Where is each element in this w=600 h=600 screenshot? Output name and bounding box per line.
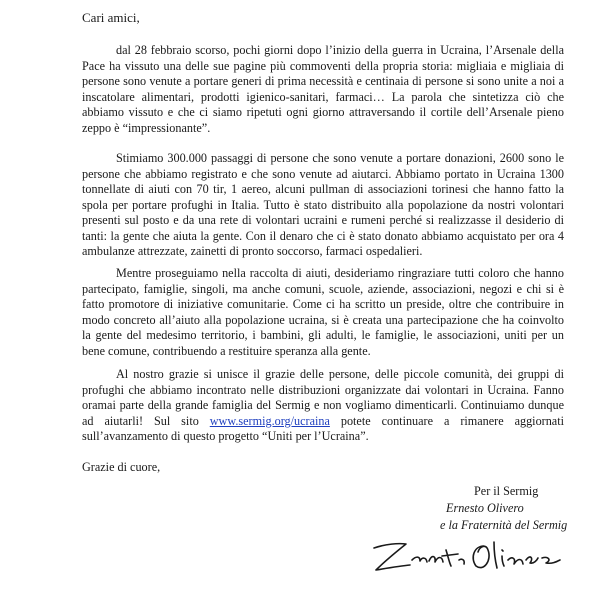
letter-paragraph-3: Mentre proseguiamo nella raccolta di aiuti, desideriamo ringraziare tutti coloro che hanno partecipato, famiglie, singoli, ma anche comuni, scuole, aziende, associazioni, negozi e chi si è fatto promotore di iniziative comunitarie. Come ci ha scritto un preside, oltre che contribuire in modo concreto all’aiuto alla popolazione ucraina, si è creata una partecipazione che ha coinvolto la gente del medesimo territorio, i bambini, gli adulti, le famiglie, le associazioni, uniti per un bene comune, contribuendo a restituire speranza alla gente. [82, 266, 564, 358]
paragraph-4-text-after-link: potete continuare a rimanere aggiornati sull’avanzamento di questo progetto “Uniti per l’Ucraina”. [82, 413, 564, 443]
signature-name-line: Ernesto Olivero [446, 501, 524, 515]
letter-paragraph-1: dal 28 febbraio scorso, pochi giorni dopo l’inizio della guerra in Ucraina, l’Arsenale della Pace ha vissuto una delle sue pagine più commoventi della propria storia: migliaia e migliaia di persone sono venute a portare generi di prima necessità e centinaia di persone si sono unite a noi a inscatolare alimentari, prodotti igienico-sanitari, farmaci… La parola che sintetizza ciò che abbiamo vissuto e che ci siamo ripetuti ogni giorno attraversando il cortile dell’Arsenale pieno zeppo è “impressionante”. [82, 43, 564, 135]
letter-salutation: Cari amici, [82, 10, 140, 25]
sermig-ucraina-link[interactable]: www.sermig.org/ucraina [209, 413, 330, 428]
paragraph-4-text-before-link: Al nostro grazie si unisce il grazie delle persone, delle piccole comunità, dei gruppi di profughi che abbiamo incontrato nelle distribuzioni organizzate dai volontari in Ucraina. Fanno oramai parte della grande famiglia del Sermig e non vogliamo dimenticarli. Continuiamo dunque ad aiutarli! Sul sito [82, 367, 564, 428]
letter-paragraph-2: Stimiamo 300.000 passaggi di persone che sono venute a portare donazioni, 2600 sono le persone che abbiamo registrato e che sono venute ad aiutarci. Abbiamo portato in Ucraina 1300 tonnellate di aiuti con 70 tir, 1 aereo, alcuni pullman di associazioni torinesi che hanno fatto la spola per portare profughi in Italia. Tutto è stato distribuito alla popolazione da nostri volontari presenti sul posto e da una rete di volontari ucraini e rumeni perché si realizzasse il desiderio di tanti: la gente che aiuta la gente. Con il denaro che ci è stato donato abbiamo acquistato per ora 4 ambulanze attrezzate, zainetti di pronto soccorso, farmaci ospedalieri. [82, 151, 564, 258]
signature-sub-line: e la Fraternità del Sermig [440, 518, 568, 532]
signature-org-line: Per il Sermig [474, 484, 539, 498]
letter-paragraph-4 [82, 367, 564, 445]
handwritten-signature [366, 530, 566, 580]
letter-closing: Grazie di cuore, [82, 460, 161, 474]
signature-block [440, 483, 570, 534]
